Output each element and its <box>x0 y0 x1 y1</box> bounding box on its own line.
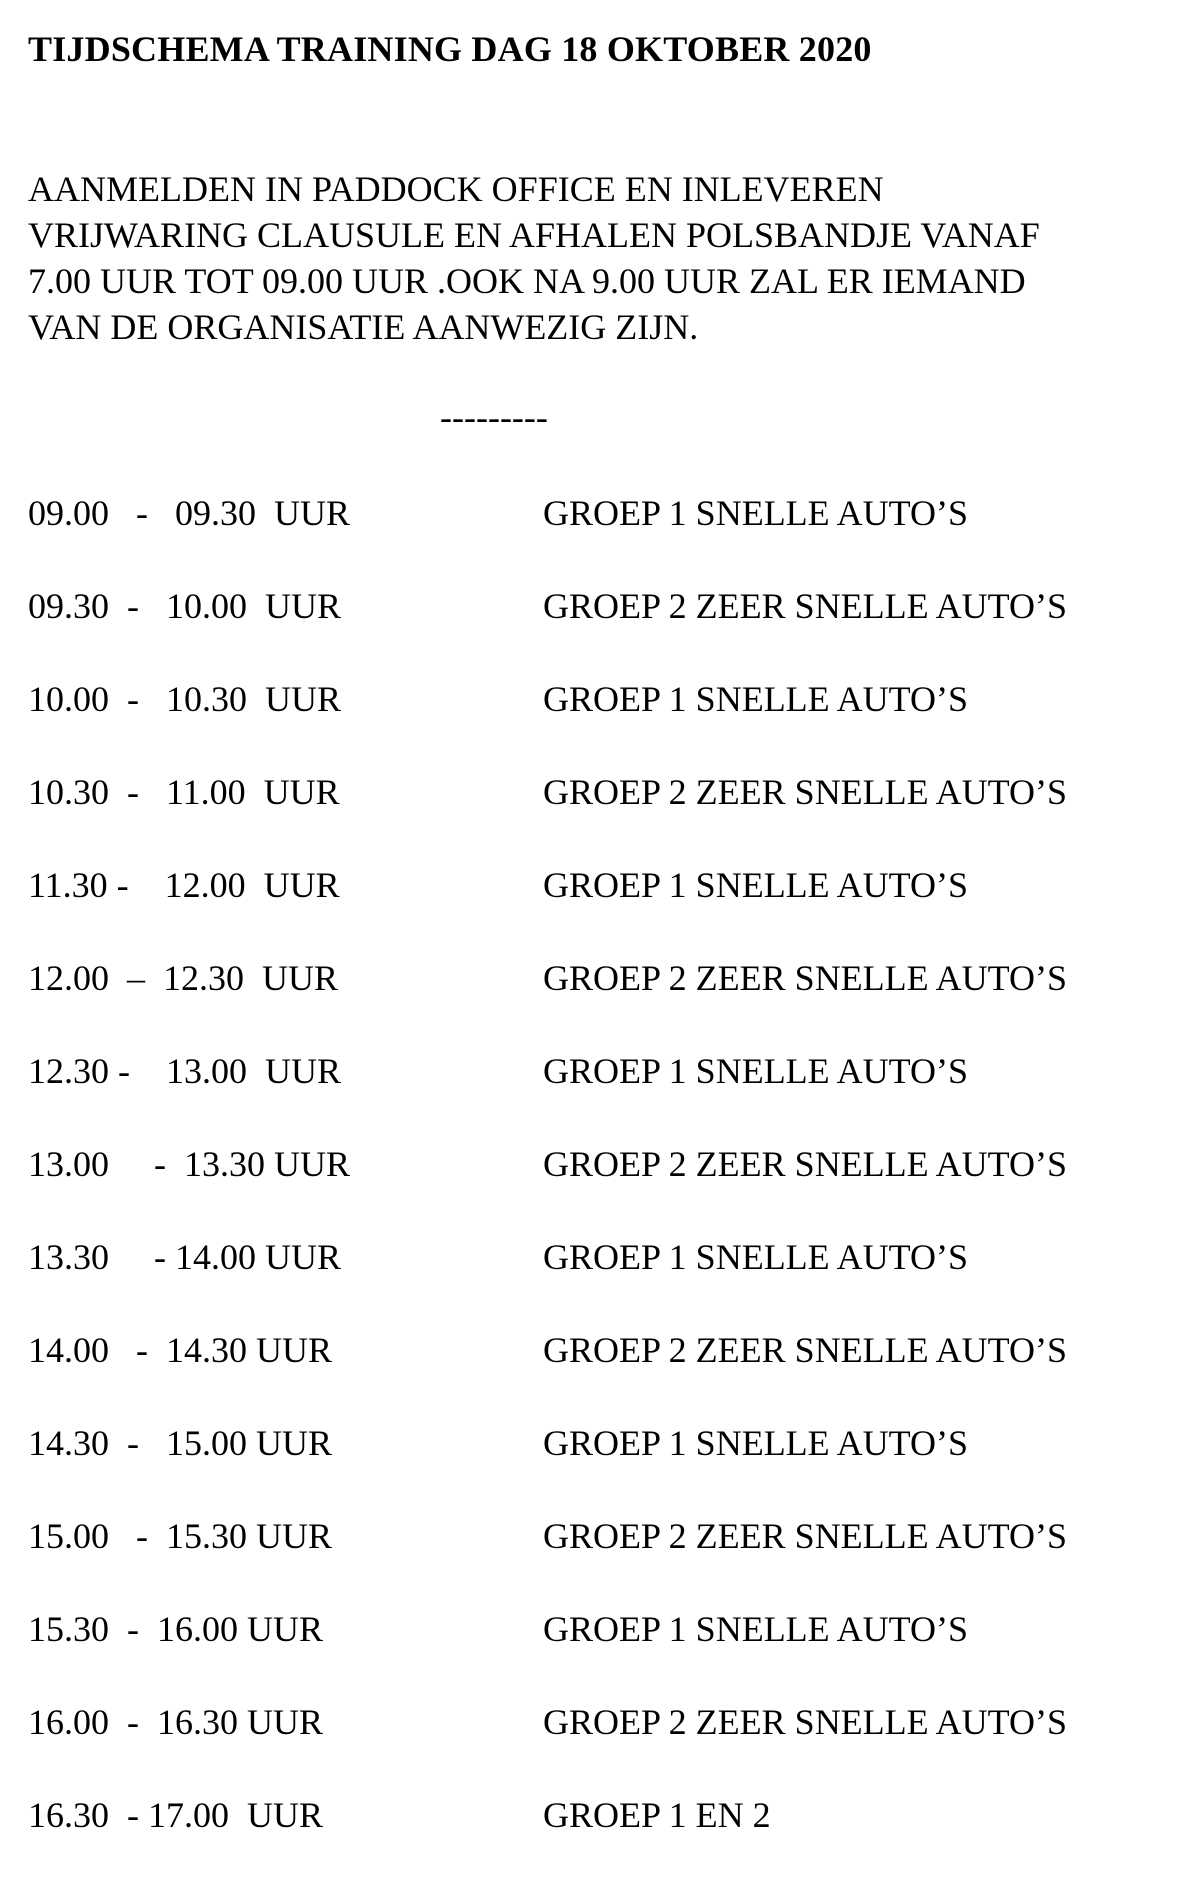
group-label: GROEP 1 SNELLE AUTO’S <box>543 493 969 533</box>
schedule-row <box>0 1234 1200 1327</box>
schedule-row <box>0 1141 1200 1234</box>
time-slot: 10.00 - 10.30 UUR <box>28 679 341 719</box>
section-divider: --------- <box>440 397 548 437</box>
group-label: GROEP 1 SNELLE AUTO’S <box>543 1423 969 1463</box>
schedule-row <box>0 1513 1200 1606</box>
time-slot: 10.30 - 11.00 UUR <box>28 772 340 812</box>
time-slot: 15.00 - 15.30 UUR <box>28 1516 332 1556</box>
time-slot: 13.00 - 13.30 UUR <box>28 1144 350 1184</box>
intro-line: VAN DE ORGANISATIE AANWEZIG ZIJN. <box>28 307 699 347</box>
group-label: GROEP 2 ZEER SNELLE AUTO’S <box>543 958 1068 998</box>
schedule-list <box>0 490 1200 1885</box>
intro-line: VRIJWARING CLAUSULE EN AFHALEN POLSBANDJE VANAF <box>28 215 1040 255</box>
schedule-row <box>0 676 1200 769</box>
time-slot: 14.00 - 14.30 UUR <box>28 1330 332 1370</box>
group-label: GROEP 2 ZEER SNELLE AUTO’S <box>543 586 1068 626</box>
group-label: GROEP 1 SNELLE AUTO’S <box>543 1237 969 1277</box>
time-slot: 13.30 - 14.00 UUR <box>28 1237 341 1277</box>
time-slot: 14.30 - 15.00 UUR <box>28 1423 332 1463</box>
time-slot: 09.30 - 10.00 UUR <box>28 586 341 626</box>
group-label: GROEP 2 ZEER SNELLE AUTO’S <box>543 1330 1068 1370</box>
schedule-row <box>0 862 1200 955</box>
group-label: GROEP 2 ZEER SNELLE AUTO’S <box>543 1516 1068 1556</box>
schedule-row <box>0 769 1200 862</box>
intro-line: 7.00 UUR TOT 09.00 UUR .OOK NA 9.00 UUR ZAL ER IEMAND <box>28 261 1026 301</box>
intro-paragraph <box>28 166 1188 350</box>
group-label: GROEP 1 EN 2 <box>543 1795 771 1835</box>
time-slot: 12.30 - 13.00 UUR <box>28 1051 341 1091</box>
group-label: GROEP 2 ZEER SNELLE AUTO’S <box>543 772 1068 812</box>
schedule-row <box>0 955 1200 1048</box>
schedule-row <box>0 1792 1200 1885</box>
group-label: GROEP 1 SNELLE AUTO’S <box>543 679 969 719</box>
time-slot: 15.30 - 16.00 UUR <box>28 1609 323 1649</box>
group-label: GROEP 1 SNELLE AUTO’S <box>543 1051 969 1091</box>
schedule-row <box>0 490 1200 583</box>
schedule-row <box>0 1699 1200 1792</box>
schedule-row <box>0 1048 1200 1141</box>
schedule-row <box>0 583 1200 676</box>
intro-line: AANMELDEN IN PADDOCK OFFICE EN INLEVEREN <box>28 169 884 209</box>
schedule-row <box>0 1327 1200 1420</box>
schedule-row <box>0 1606 1200 1699</box>
time-slot: 09.00 - 09.30 UUR <box>28 493 350 533</box>
group-label: GROEP 1 SNELLE AUTO’S <box>543 865 969 905</box>
schedule-row <box>0 1420 1200 1513</box>
document-title: TIJDSCHEMA TRAINING DAG 18 OKTOBER 2020 <box>28 29 872 69</box>
time-slot: 12.00 – 12.30 UUR <box>28 958 339 998</box>
time-slot: 16.30 - 17.00 UUR <box>28 1795 323 1835</box>
group-label: GROEP 2 ZEER SNELLE AUTO’S <box>543 1144 1068 1184</box>
time-slot: 16.00 - 16.30 UUR <box>28 1702 323 1742</box>
time-slot: 11.30 - 12.00 UUR <box>28 865 340 905</box>
group-label: GROEP 2 ZEER SNELLE AUTO’S <box>543 1702 1068 1742</box>
group-label: GROEP 1 SNELLE AUTO’S <box>543 1609 969 1649</box>
